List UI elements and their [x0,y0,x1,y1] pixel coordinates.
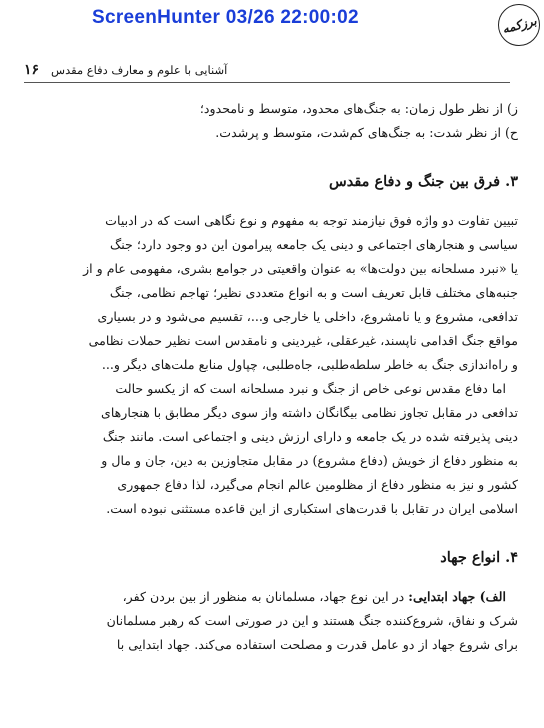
paragraph-line: مواقع جنگ اقدامی ناپسند، غیرعقلی، غیردینی و نامقدس است نظیر حملات نظامی [88,333,518,348]
section-heading: ۴. انواع جهاد [440,549,518,566]
section-heading: ۳. فرق بین جنگ و دفاع مقدس [329,173,518,190]
paragraph-line: دینی پذیرفته شده در یک جامعه و دارای ارزش دینی و اجتماعی است. مانند جنگ [102,429,518,444]
paragraph-line: سیاسی و هنجارهای اجتماعی و دینی یک جامعه پیرامون این دو وجود دارد؛ جنگ [109,237,518,252]
jihad-type-label: الف) جهاد ابتدایی: [408,589,506,604]
page-body [16,97,518,657]
publisher-logo: برزکمه [498,4,540,46]
paragraph-line: و راه‌اندازی جنگ به خاطر سلطه‌طلبی، جاه‌طلبی، چپاول منابع ملت‌های دیگر و... [101,357,518,372]
paragraph-line: برای شروع جهاد از دو عامل قدرت و مصلحت استفاده می‌کند. جهاد ابتدایی با [116,637,518,652]
paragraph-line: یا «نبرد مسلحانه بین دولت‌ها» به عنوان واقعیتی در جوامع بشری، مفهومی عام و از [83,261,518,276]
paragraph-line: اما دفاع مقدس نوعی خاص از جنگ و نبرد مسلحانه است که از یکسو حالت [115,381,506,396]
paragraph-line: شرک و نفاق، شروع‌کننده جنگ هستند و این در صورتی است که رهبر مسلمانان [106,613,518,628]
running-header [24,62,510,83]
paragraph-line: اسلامی ایران در تقابل با قدرت‌های استکباری از این قاعده مستثنی نبوده است. [106,501,518,516]
list-item: ز) از نظر طول زمان: به جنگ‌های محدود، متوسط و نامحدود؛ [199,101,518,116]
screen-capture-timestamp: ScreenHunter 03/26 22:00:02 [92,7,359,28]
running-title: آشنایی با علوم و معارف دفاع مقدس [51,63,228,77]
paragraph-line: جنبه‌های مختلف قابل تعریف است و به انواع متعددی نظیر؛ تهاجم نظامی، جنگ [109,285,518,300]
paragraph-line: به منظور دفاع از خویش (دفاع مشروع) در مقابل متجاوزین به دین، جان و مال و [101,453,518,468]
paragraph-line [16,585,518,609]
paragraph-line: کشور و نیز به منظور دفاع از مظلومین عالم انجام می‌گیرد، لذا دفاع جمهوری [117,477,518,492]
paragraph-line: تبیین تفاوت دو واژه فوق نیازمند توجه به مفهوم و نوع نگاهی است که در ادبیات [105,213,518,228]
paragraph-line: تدافعی، مشروع و یا نامشروع، داخلی یا خارجی و...، تقسیم می‌شود و در بسیاری [97,309,518,324]
list-item: ح) از نظر شدت: به جنگ‌های کم‌شدت، متوسط و پرشدت. [215,125,518,140]
paragraph-line: تدافعی در مقابل تجاوز نظامی بیگانگان داشته واز سوی دیگر مطابق با هنجارهای [100,405,518,420]
paragraph-text: در این نوع جهاد، مسلمانان به منظور از بین بردن کفر، [122,589,409,604]
page-number: ۱۶ [24,62,40,78]
